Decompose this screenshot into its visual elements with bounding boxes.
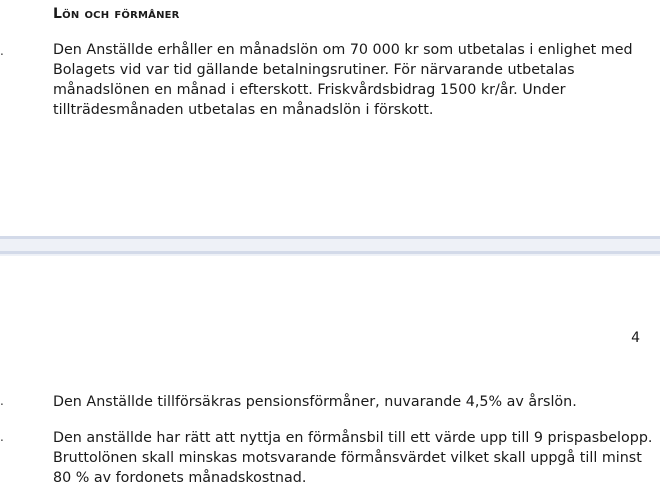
margin-dot-1: .	[0, 44, 4, 58]
document-page-lower	[0, 256, 660, 500]
company-car-paragraph: Den anställde har rätt att nyttja en förmånsbil till ett värde upp till 9 prispasbelopp. Bruttolönen skall minskas motsvarande förmånsvärdet vilket skall uppgå till minst 80 % av fordonets månadskostnad.	[53, 430, 653, 486]
margin-dot-2: .	[0, 394, 4, 408]
pension-paragraph: Den Anställde tillförsäkras pensionsförmåner, nuvarande 4,5% av årslön.	[53, 394, 577, 410]
salary-paragraph: Den Anställde erhåller en månadslön om 70 000 kr som utbetalas i enlighet med Bolagets vid var tid gällande betalningsrutiner. För närvarande utbetalas månadslönen en månad i efterskott. Friskvårdsbidrag 1500 kr/år. Under tillträdesmånaden utbetalas en månadslön i förskott.	[53, 42, 633, 118]
margin-dot-3: .	[0, 430, 4, 444]
section-heading: Lön och förmåner	[53, 6, 180, 22]
page-separator	[0, 236, 660, 256]
document-page-upper	[0, 0, 660, 236]
page-separator-line-bottom	[0, 251, 660, 254]
page-number: 4	[631, 330, 640, 346]
page-separator-line-top	[0, 236, 660, 239]
